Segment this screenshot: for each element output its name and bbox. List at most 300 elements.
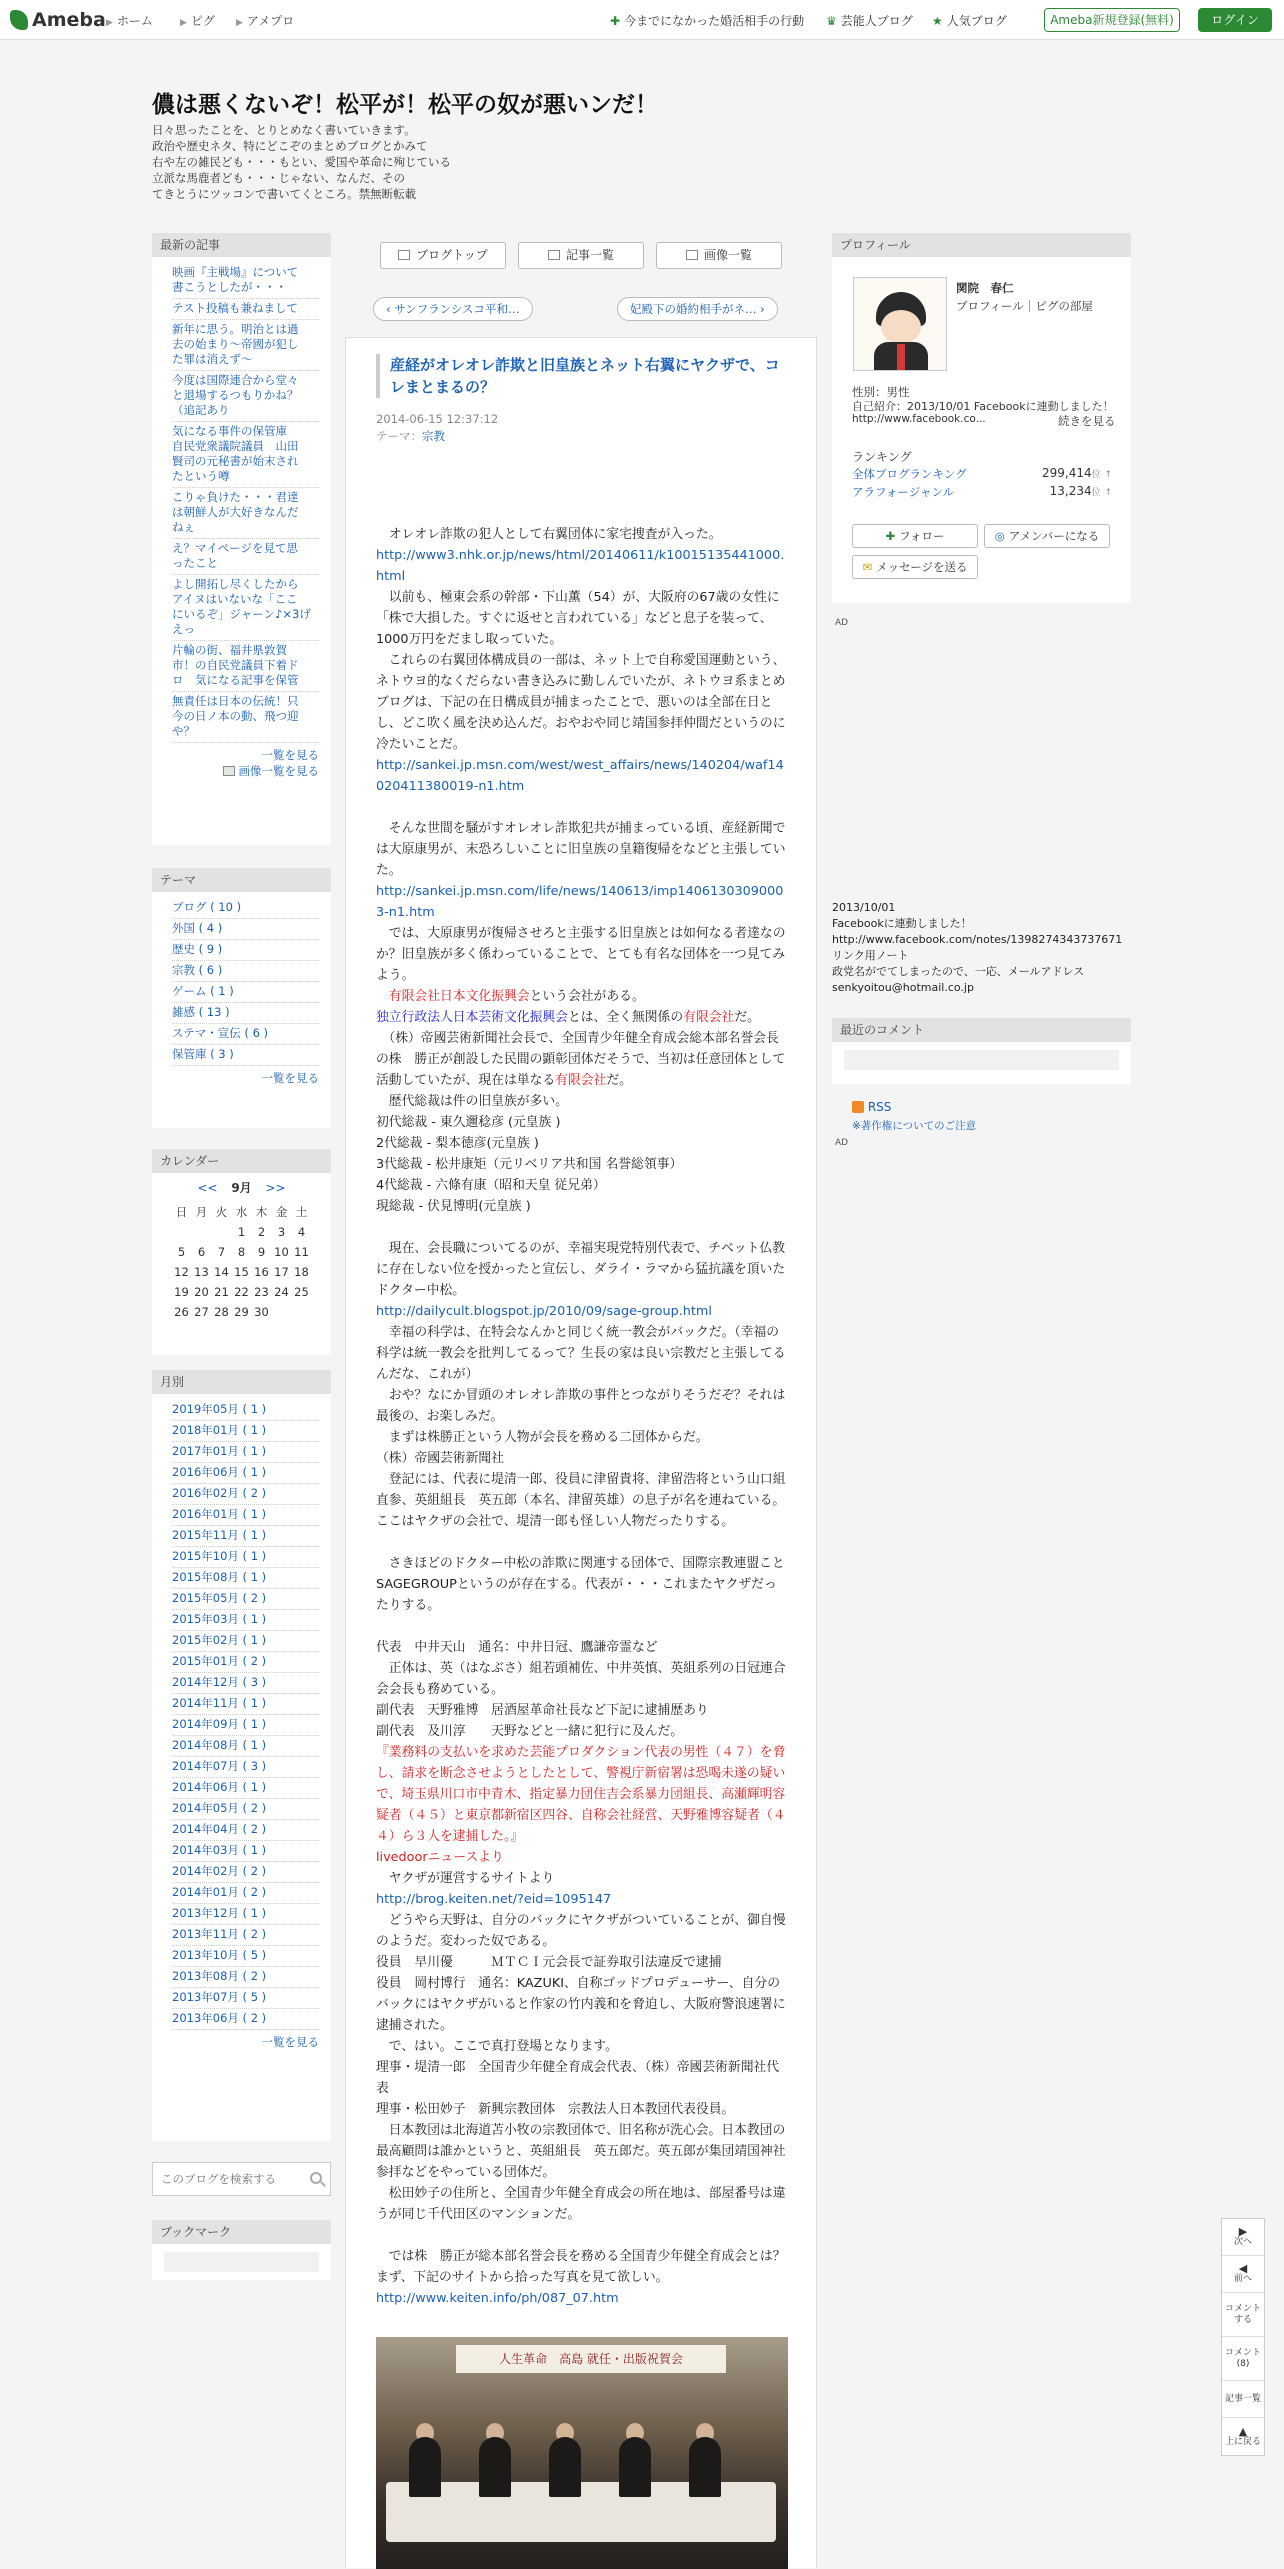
theme-link[interactable]: 雑感 ( 13 ): [172, 1003, 319, 1024]
body-text: 2代総裁 - 梨本徳彦(元皇族 ): [376, 1136, 539, 1151]
nav-home[interactable]: [106, 12, 153, 29]
body-text: [376, 650, 788, 755]
star-icon: ★: [932, 14, 943, 28]
article-theme-label: テーマ：: [376, 429, 422, 443]
monthly-archive-link[interactable]: 2017年01月 ( 1 ): [172, 1442, 319, 1463]
body-red-text: 有限会社: [555, 1073, 607, 1088]
recent-post-link[interactable]: [172, 299, 319, 320]
ranking-genre-label: アラフォージャンル: [852, 485, 955, 499]
body-text: 役員 岡村博行 通名：KAZUKI、自称ゴッドプロデューサー、自分のバックにはヤクザがいると作家の竹内義和を脅迫し、大阪府警浪速署に逮捕された。: [376, 1976, 786, 2033]
float-comment-label: コメントする: [1224, 2303, 1261, 2325]
body-link[interactable]: http://www.keiten.info/ph/087_07.htm: [376, 2291, 619, 2306]
body-red-source: livedoorニュースより: [376, 1850, 504, 1865]
monthly-archive-link[interactable]: 2016年01月 ( 1 ): [172, 1505, 319, 1526]
monthly-archive-link[interactable]: 2014年08月 ( 1 ): [172, 1736, 319, 1757]
recent-post-line: 今度は国際連合から堂々: [172, 373, 299, 387]
calendar-day: 21: [214, 1285, 229, 1299]
recent-post-line: えっ: [172, 622, 195, 636]
next-article-label: 妃殿下の婚約相手がネ…: [630, 302, 757, 316]
monthly-archive-link[interactable]: 2015年01月 ( 2 ): [172, 1652, 319, 1673]
theme-link[interactable]: 外国 ( 4 ): [172, 919, 319, 940]
float-article-list-button[interactable]: [1222, 2381, 1264, 2418]
blog-top-label: ブログトップ: [416, 248, 488, 262]
body-text: で、はい。ここで真打登場となります。: [388, 2039, 618, 2054]
document-icon: [548, 250, 560, 260]
prev-article-link[interactable]: [373, 297, 533, 321]
message-label: メッセージを送る: [876, 560, 968, 574]
recent-post-link[interactable]: [172, 371, 319, 422]
body-text: これらの右翼団体構成員の一部は、ネット上で自称愛国運動という、ネトウヨ的なくだらない書き込みに勤しんでいたが、ネトウヨ系まとめブログは、下記の在日構成員が捕まったことで、悪いのは全部在日とし、どこ吹く風を決め込んだ。おやおや同じ靖国参拝仲間だというのに冷たいことだ。: [376, 653, 786, 752]
body-text: [376, 2246, 788, 2288]
crown-icon: ♛: [826, 14, 837, 28]
recent-post-line: たという噂: [172, 469, 230, 483]
recent-post-line: た罪は消えず〜: [172, 352, 253, 366]
calendar-weekday: 土: [295, 1205, 308, 1219]
monthly-archive-link[interactable]: 2015年11月 ( 1 ): [172, 1526, 319, 1547]
mail-icon: ✉: [862, 560, 873, 574]
calendar-week-row: [160, 1222, 323, 1242]
body-text: [376, 923, 788, 986]
image-list-label: 画像一覧: [703, 248, 752, 262]
recent-comments-content: [844, 1050, 1119, 1070]
nav-pigg-label: ピグ: [190, 14, 215, 28]
promo-celebrity-blog[interactable]: [826, 12, 913, 29]
body-text: [376, 1238, 788, 1301]
monthly-archive-link[interactable]: 2014年02月 ( 2 ): [172, 1862, 319, 1883]
monthly-archive-link[interactable]: 2014年03月 ( 1 ): [172, 1841, 319, 1862]
calendar-day: 22: [234, 1285, 249, 1299]
float-next-button[interactable]: [1222, 2219, 1264, 2256]
plus-icon: ✚: [885, 529, 896, 543]
camera-icon: [686, 250, 698, 260]
float-back-to-top-label: 上に戻る: [1224, 2436, 1261, 2447]
recent-post-link[interactable]: [172, 692, 319, 743]
body-text: だ。: [734, 1010, 760, 1025]
recent-post-link[interactable]: [172, 539, 319, 575]
calendar-weekday: 日: [175, 1205, 188, 1219]
body-text: [376, 1091, 788, 1112]
login-button[interactable]: ログイン: [1198, 8, 1272, 32]
calendar-weekday: 木: [255, 1205, 268, 1219]
recent-post-line: 片輪の街、福井県敦賀: [172, 643, 287, 657]
nav-amepro[interactable]: [236, 12, 294, 29]
body-text: まずは株勝正という人物が会長を務める二団体からだ。: [388, 1430, 709, 1445]
profile-intro-url: http://www.facebook.co...: [852, 413, 986, 425]
body-link[interactable]: http://www3.nhk.or.jp/news/html/20140611/k10015135441000.html: [376, 548, 785, 584]
body-text: 以前も、極東会系の幹部・下山薫（54）が、大阪府の67歳の女性に「株で大損した。すぐに返せと言われている」などと息子を装って、1000万円をだまし取っていた。: [376, 590, 780, 647]
profile-extra-line: Facebookに連動しました！: [832, 917, 972, 930]
recent-post-line: 賢司の元秘書が始末され: [172, 454, 299, 468]
monthly-archive-link[interactable]: 2014年04月 ( 2 ): [172, 1820, 319, 1841]
calendar-day: 30: [254, 1305, 269, 1319]
calendar-week-row: [160, 1282, 323, 1302]
recent-post-line: こりゃ負けた・・・君達: [172, 490, 299, 504]
body-text: [376, 1868, 788, 1889]
recent-post-line: 無責任は日本の伝統！只: [172, 694, 299, 708]
calendar-day: 25: [294, 1285, 309, 1299]
nav-amepro-label: アメプロ: [246, 14, 295, 28]
profile-links[interactable]: プロフィール｜ピグの部屋: [956, 299, 1093, 313]
recent-post-line: 気になる事件の保管庫: [172, 424, 287, 438]
search-icon[interactable]: [310, 2172, 322, 2184]
monthly-archive-link[interactable]: 2013年10月 ( 5 ): [172, 1946, 319, 1967]
chevron-right-icon: ›: [756, 302, 765, 316]
float-next-label: 次へ: [1233, 2237, 1252, 2247]
recent-post-line: アイヌはいないな「ここ: [172, 592, 298, 606]
body-text: 初代総裁 - 東久邇稔彦 (元皇族 ): [376, 1115, 561, 1130]
blog-description-line: 右や左の雑民ども・・・もとい、愛国や革命に殉じている: [152, 155, 451, 169]
article: [345, 337, 817, 2568]
body-link[interactable]: http://dailycult.blogspot.jp/2010/09/sage-group.html: [376, 1304, 712, 1319]
monthly-list: [152, 1394, 331, 2056]
recent-post-link[interactable]: [172, 422, 319, 488]
home-icon: [398, 250, 410, 260]
monthly-archive-link[interactable]: 2013年11月 ( 2 ): [172, 1925, 319, 1946]
rss-link[interactable]: [852, 1100, 891, 1114]
recent-post-line: 新年に思う。明治とは過: [172, 322, 299, 336]
theme-link[interactable]: ステマ・宣伝 ( 6 ): [172, 1024, 319, 1045]
image-list-button[interactable]: [656, 242, 782, 269]
article-theme-link[interactable]: 宗教: [422, 429, 445, 443]
body-text: [376, 1553, 788, 1616]
monthly-archive-link[interactable]: 2015年08月 ( 1 ): [172, 1568, 319, 1589]
profile-extra-line: http://www.facebook.com/notes/1398274343737671: [832, 933, 1123, 946]
monthly-archive-box: [152, 1370, 331, 2141]
profile-extra-line: 政党名がでてしまったので、一応、メールアドレス: [832, 965, 1085, 978]
profile-header: プロフィール: [832, 233, 1131, 257]
recent-post-line: 書こうとしたが・・・: [172, 280, 287, 294]
calendar-weekday-row: [160, 1202, 323, 1222]
monthly-archive-link[interactable]: 2018年01月 ( 1 ): [172, 1421, 319, 1442]
recent-post-link[interactable]: [172, 488, 319, 539]
calendar-day: 7: [217, 1245, 226, 1259]
follow-button[interactable]: [852, 524, 978, 548]
calendar-day: 6: [197, 1245, 206, 1259]
promo-popular-label: 人気ブログ: [946, 14, 1007, 28]
follow-label: フォロー: [899, 529, 945, 543]
recent-post-line: 市！の自民党議員下着ド: [172, 658, 299, 672]
body-text: [376, 986, 788, 1007]
monthly-archive-link[interactable]: 2013年06月 ( 2 ): [172, 2009, 319, 2030]
photo-person: [619, 2437, 651, 2497]
calendar-day: 28: [214, 1305, 229, 1319]
profile-more-link[interactable]: 続きを見る: [1058, 414, 1116, 428]
body-text: 登記には、代表に堤清一郎、役員に津留貴将、津留浩将という山口組直参、英組組長 英五郎（本名、津留英雄）の息子が名を連ねている。ここはヤクザの会社で、堤清一郎も怪しい人物だったりする。: [376, 1472, 786, 1529]
floating-nav: [1221, 2218, 1265, 2456]
photo-person: [689, 2437, 721, 2497]
float-prev-button[interactable]: [1222, 2256, 1264, 2293]
calendar-day: 24: [274, 1285, 289, 1299]
monthly-archive-link[interactable]: 2013年12月 ( 1 ): [172, 1904, 319, 1925]
calendar-weekday: 火: [215, 1205, 228, 1219]
monthly-archive-link[interactable]: 2014年12月 ( 3 ): [172, 1673, 319, 1694]
monthly-archive-link[interactable]: 2015年02月 ( 1 ): [172, 1631, 319, 1652]
body-text: 役員 早川優 ＭＴＣＩ元会長で証券取引法違反で逮捕: [376, 1955, 722, 1970]
theme-more-link[interactable]: 一覧を見る: [261, 1071, 319, 1085]
rss-icon: [852, 1101, 864, 1113]
calendar-week-row: [160, 1302, 323, 1322]
calendar-weekday: 金: [275, 1205, 288, 1219]
article-theme: [376, 428, 445, 444]
theme-link[interactable]: ブログ ( 10 ): [172, 898, 319, 919]
calendar-day: 12: [174, 1265, 189, 1279]
calendar-day: [272, 1302, 292, 1322]
body-red-text: 有限会社日本文化振興会: [388, 989, 530, 1004]
calendar-day: 2: [257, 1225, 266, 1239]
theme-link[interactable]: 歴史 ( 9 ): [172, 940, 319, 961]
next-article-link[interactable]: [617, 297, 778, 321]
body-text: [376, 1910, 788, 1952]
calendar-day: [212, 1222, 232, 1242]
body-text: という会社がある。: [529, 989, 645, 1004]
chevron-right-icon: ▶: [236, 18, 243, 28]
calendar-day: [292, 1302, 312, 1322]
blog-description-line: 立派な馬鹿者ども・・・じゃない、なんだ、その: [152, 171, 405, 185]
recent-more-link[interactable]: 一覧を見る: [261, 748, 319, 762]
amember-label: アメンバーになる: [1008, 529, 1100, 543]
calendar-day: 23: [254, 1285, 269, 1299]
amember-icon: ◎: [994, 529, 1005, 543]
promo-celebrity-label: 芸能人ブログ: [840, 14, 913, 28]
body-text: [376, 587, 788, 650]
blog-top-button[interactable]: [380, 242, 506, 269]
recent-post-line: 今の日ノ本の動、飛つ迎: [172, 709, 299, 723]
calendar-day: 20: [194, 1285, 209, 1299]
article-list-button[interactable]: [518, 242, 644, 269]
body-text: 4代総裁 - 六條有康（昭和天皇 従兄弟）: [376, 1178, 606, 1193]
ranking-overall[interactable]: [852, 466, 1112, 484]
blog-description-line: てきとうにツッコンで書いてくところ。禁無断転載: [152, 187, 417, 201]
calendar-day: 11: [294, 1245, 309, 1259]
monthly-archive-link[interactable]: 2016年06月 ( 1 ): [172, 1463, 319, 1484]
profile-gender: 性別：男性: [852, 385, 910, 399]
ranking-genre[interactable]: [852, 484, 1112, 502]
calendar-day: 17: [274, 1265, 289, 1279]
monthly-archive-link[interactable]: 2015年10月 ( 1 ): [172, 1547, 319, 1568]
body-text: [376, 1007, 788, 1028]
recent-comments-box: [832, 1018, 1131, 1084]
body-text: [376, 524, 788, 545]
plus-icon: ✚: [610, 14, 621, 28]
ranking-overall-value: 299,414: [1041, 466, 1092, 480]
body-text: では株 勝正が総本部名誉会長を務める全国青少年健全育成会とは？まず、下記のサイトから拾った写真を見て欲しい。: [376, 2249, 786, 2285]
calendar-day: 14: [214, 1265, 229, 1279]
body-text: 3代総裁 - 松井康矩（元リベリア共和国 名誉総領事）: [376, 1157, 683, 1172]
ameba-leaf-icon: [10, 10, 28, 30]
rank-up-icon: ↑: [1104, 488, 1112, 498]
chevron-left-icon: ‹: [386, 302, 395, 316]
profile-intro: 自己紹介：2013/10/01 Facebookに連動しました！: [852, 400, 1114, 413]
calendar-day: 4: [297, 1225, 306, 1239]
calendar-day: 29: [234, 1305, 249, 1319]
monthly-more-link[interactable]: 一覧を見る: [261, 2035, 319, 2049]
calendar-day: 18: [294, 1265, 309, 1279]
body-text: とは、全く無関係の: [567, 1010, 684, 1025]
body-text: [376, 1385, 788, 1427]
body-text: 日本教団は北海道苫小牧の宗教団体で、旧名称が洗心会。日本教団の最高顧問は誰かというと、英組組長 英五郎だ。英五郎が集団靖国神社参拝などをやっている団体だ。: [376, 2123, 786, 2180]
recent-post-line: と退場するつもりかね？: [172, 388, 299, 402]
calendar-day: 26: [174, 1305, 189, 1319]
register-button[interactable]: Ameba新規登録(無料): [1044, 8, 1180, 32]
body-text: [376, 1469, 788, 1532]
bookmark-box: [152, 2220, 331, 2280]
recent-post-link[interactable]: [172, 263, 319, 299]
monthly-archive-link[interactable]: 2014年09月 ( 1 ): [172, 1715, 319, 1736]
body-link[interactable]: http://sankei.jp.msn.com/life/news/140613/imp14061303090003-n1.htm: [376, 884, 784, 920]
amember-button[interactable]: [984, 524, 1110, 548]
prev-article-label: サンフランシスコ平和…: [394, 302, 520, 316]
chevron-left-icon: ◀: [1238, 2262, 1248, 2275]
recent-post-line: にいるぞ」ジャーン♪×3げ: [172, 607, 311, 621]
ad-label: AD: [835, 1138, 849, 1148]
body-text: （株）帝國芸術新聞社: [376, 1451, 504, 1466]
profile-avatar[interactable]: [853, 277, 947, 371]
monthly-archive-link[interactable]: 2015年03月 ( 1 ): [172, 1610, 319, 1631]
body-text: では、大原康男が復帰させろと主張する旧皇族とは如何なる者達なのか？旧皇族が多く係わっていることで、とても有名な団体を一つ見てみよう。: [376, 926, 786, 983]
body-text: どうやら天野は、自分のバックにヤクザがついていることが、御自慢のようだ。変わった奴である。: [376, 1913, 786, 1949]
monthly-archive-link[interactable]: 2015年05月 ( 2 ): [172, 1589, 319, 1610]
monthly-archive-link[interactable]: 2014年07月 ( 3 ): [172, 1757, 319, 1778]
ameba-logo[interactable]: [10, 9, 106, 31]
nav-pigg[interactable]: [180, 12, 215, 29]
recent-post-line: よし開拓し尽くしたから: [172, 577, 299, 591]
float-back-to-top-button[interactable]: [1222, 2418, 1264, 2455]
calendar-prev-link[interactable]: <<: [197, 1181, 218, 1195]
profile-name[interactable]: 関院 春仁: [956, 281, 1014, 295]
recent-post-line: え？マイページを見て思: [172, 541, 299, 555]
monthly-archive-link[interactable]: 2014年01月 ( 2 ): [172, 1883, 319, 1904]
body-text: 幸福の科学は、在特会なんかと同じく統一教会がバックだ。（幸福の科学は統一教会を批判してるって？生長の家は良い宗教だと主張してるんだな、これが）: [376, 1325, 786, 1382]
calendar-month: 9月: [231, 1181, 252, 1195]
calendar-day: 5: [177, 1245, 186, 1259]
recent-post-link[interactable]: [172, 320, 319, 371]
article-photo[interactable]: [376, 2337, 788, 2569]
body-blue-text: 独立行政法人日本芸術文化振興会: [376, 1010, 568, 1025]
article-title[interactable]: 産経がオレオレ詐欺と旧皇族とネット右翼にヤクザで、コレまとまるの？: [376, 354, 788, 398]
calendar-weekday: 月: [195, 1205, 208, 1219]
calendar-day: 27: [194, 1305, 209, 1319]
message-button[interactable]: [852, 555, 978, 579]
calendar-day: 16: [254, 1265, 269, 1279]
chevron-right-icon: ▶: [1238, 2225, 1248, 2238]
body-text: 代表 中井天山 通名：中井日冠、鷹謙帝霊など: [376, 1640, 658, 1655]
body-link[interactable]: http://sankei.jp.msn.com/west/west_affairs/news/140204/waf14020411380019-n1.htm: [376, 758, 784, 794]
theme-link[interactable]: ゲーム ( 1 ): [172, 982, 319, 1003]
calendar-day: 13: [194, 1265, 209, 1279]
recent-post-link[interactable]: [172, 575, 319, 641]
calendar-weekday: 水: [235, 1205, 248, 1219]
theme-header: テーマ: [152, 868, 331, 892]
body-text: 理事・堤清一郎 全国青少年健全育成会代表、（株）帝國芸術新聞社代表: [376, 2060, 780, 2096]
recent-post-line: 映画『主戦場』について: [172, 265, 299, 279]
calendar-box: [152, 1149, 331, 1355]
calendar-day: 1: [237, 1225, 246, 1239]
recent-post-line: 去の始まり〜帝國が犯し: [172, 337, 299, 351]
recent-posts-box: [152, 233, 331, 845]
body-text: [376, 2183, 788, 2225]
calendar-day: [172, 1222, 192, 1242]
profile-extra-line: senkyoitou@hotmail.co.jp: [832, 981, 974, 994]
body-red-text: 有限会社: [683, 1010, 735, 1025]
blog-description: [152, 122, 572, 202]
copyright-note-link[interactable]: ※著作権についてのご注意: [852, 1120, 977, 1132]
body-text: そんな世間を騒がすオレオレ詐欺犯共が捕まっている頃、産経新聞では大原康男が、末恐ろしいことに旧皇族の皇籍復帰をなどと主張していた。: [376, 821, 786, 878]
monthly-archive-link[interactable]: 2014年06月 ( 1 ): [172, 1778, 319, 1799]
promo-popular-blog[interactable]: [932, 12, 1007, 29]
calendar-week-row: [160, 1242, 323, 1262]
monthly-archive-link[interactable]: 2014年05月 ( 2 ): [172, 1799, 319, 1820]
ranking-overall-label: 全体ブログランキング: [852, 467, 967, 481]
recent-post-line: は朝鮮人が大好きなんだ: [172, 505, 299, 519]
body-text: おや？なにか冒頭のオレオレ詐欺の事件とつながりそうだぞ？それは最後の、お楽しみだ。: [376, 1388, 786, 1424]
ameba-logo-text: Ameba: [32, 9, 106, 31]
body-text: [376, 2036, 788, 2057]
profile-extra-line: リンク用ノート: [832, 949, 909, 962]
blog-description-line: 日々思ったことを、とりとめなく書いていきます。: [152, 123, 416, 137]
calendar-day: 3: [277, 1225, 286, 1239]
image-list-more-link[interactable]: [172, 763, 319, 779]
bookmark-header: ブックマーク: [152, 2220, 331, 2244]
monthly-archive-link[interactable]: 2014年11月 ( 1 ): [172, 1694, 319, 1715]
float-article-list-label: 記事一覧: [1224, 2393, 1261, 2404]
calendar-next-link[interactable]: >>: [265, 1181, 286, 1195]
monthly-archive-link[interactable]: 2016年02月 ( 2 ): [172, 1484, 319, 1505]
body-text: 副代表 及川淳 天野などと一緒に犯行に及んだ。: [376, 1724, 684, 1739]
recent-post-line: ねぇ: [172, 520, 195, 534]
blog-search-input[interactable]: [153, 2163, 293, 2195]
body-text: 正体は、英（はなぶさ）組若頭補佐、中井英慎、英組系列の日冠連合会会長も務めている。: [376, 1661, 786, 1697]
calendar-header: カレンダー: [152, 1149, 331, 1173]
theme-link[interactable]: 宗教 ( 6 ): [172, 961, 319, 982]
body-text: ヤクザが運営するサイトより: [388, 1871, 555, 1886]
float-comments-count-button[interactable]: [1222, 2337, 1264, 2381]
recent-posts-list: [152, 257, 331, 785]
monthly-archive-link[interactable]: 2013年08月 ( 2 ): [172, 1967, 319, 1988]
promo-konkatsu-label: 今までになかった婚活相手の行動: [624, 14, 805, 28]
article-body: [376, 524, 788, 2309]
top-bar: [0, 0, 1284, 40]
body-text: 理事・松田妙子 新興宗教団体 宗教法人日本教団代表役員。: [376, 2102, 735, 2117]
recent-post-line: ったこと: [172, 556, 218, 570]
monthly-archive-link[interactable]: 2019年05月 ( 1 ): [172, 1400, 319, 1421]
blog-description-line: 政治や歴史ネタ、特にどこぞのまとめブログとかみて: [152, 139, 428, 153]
recent-post-link[interactable]: [172, 641, 319, 692]
body-link[interactable]: http://brog.keiten.net/?eid=1095147: [376, 1892, 612, 1907]
monthly-archive-link[interactable]: 2013年07月 ( 5 ): [172, 1988, 319, 2009]
body-text: （株）帝國芸術新聞社会長で、全国青少年健全育成会総本部名誉会長の株 勝正が創設した民間の顕彰団体だそうで、当初は任意団体として活動していたが、現在は単なる: [376, 1031, 786, 1088]
article-list-label: 記事一覧: [565, 248, 614, 262]
calendar-day: 19: [174, 1285, 189, 1299]
rank-up-icon: ↑: [1104, 470, 1112, 480]
calendar-week-row: [160, 1262, 323, 1282]
body-text: [376, 2120, 788, 2183]
monthly-header: 月別: [152, 1370, 331, 1394]
promo-konkatsu[interactable]: [610, 12, 804, 29]
blog-search: [152, 2162, 331, 2196]
body-text: だ。: [606, 1073, 632, 1088]
recent-post-line: ロ 気になる記事を保管: [172, 673, 299, 687]
blog-title[interactable]: 儂は悪くないぞ！松平が！松平の奴が悪いンだ！: [152, 92, 658, 118]
calendar-day: 8: [237, 1245, 246, 1259]
float-comment-button[interactable]: [1222, 2293, 1264, 2337]
ranking-genre-value: 13,234: [1049, 484, 1092, 498]
calendar-day: 15: [234, 1265, 249, 1279]
body-text: [376, 1322, 788, 1385]
article-date: 2014-06-15 12:37:12: [376, 412, 499, 426]
photo-person: [549, 2437, 581, 2497]
theme-link[interactable]: 保管庫 ( 3 ): [172, 1045, 319, 1066]
rss-label: RSS: [867, 1100, 892, 1114]
